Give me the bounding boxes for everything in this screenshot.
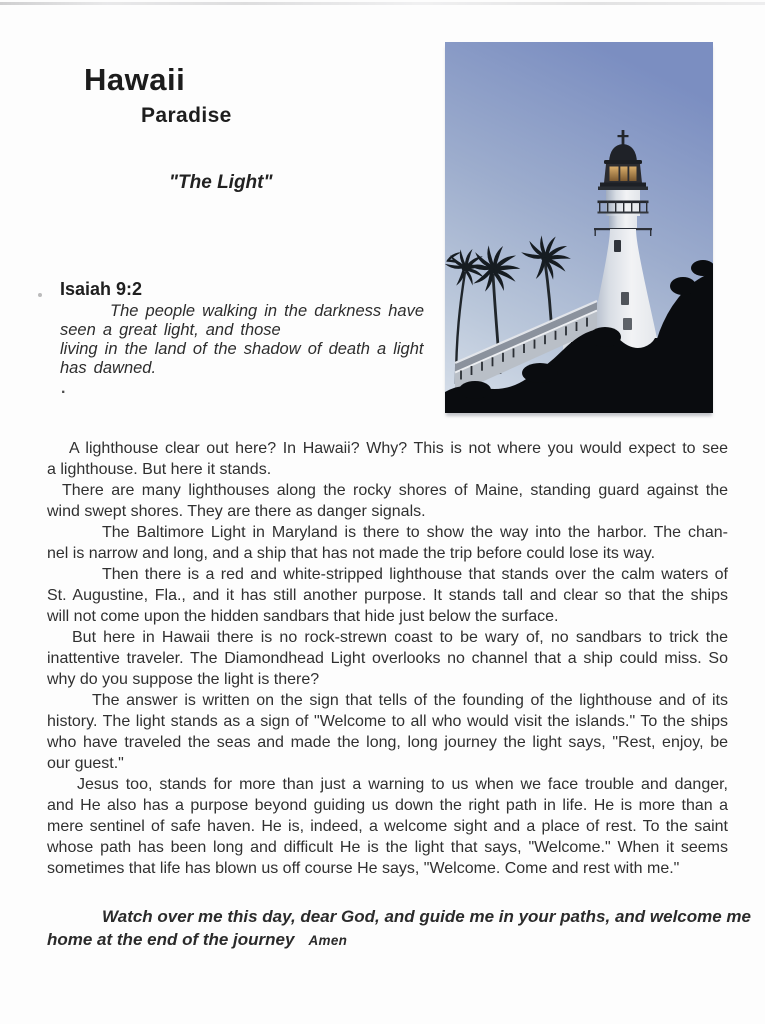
story-title: "The Light" bbox=[169, 172, 273, 193]
body-line: who have traveled the seas and made the long, long journey the light says, "Rest, enjoy, be bbox=[47, 734, 728, 751]
prayer-line: Watch over me this day, dear God, and guide me in your paths, and welcome me bbox=[102, 907, 751, 926]
body-line: A lighthouse clear out here? In Hawaii? Why? This is not where you would expect to see bbox=[69, 440, 728, 457]
scan-edge-artifact bbox=[0, 2, 765, 5]
body-line: St. Augustine, Fla., and it has still another purpose. It stands tall and clear so that the ships bbox=[47, 587, 728, 604]
page-title: Hawaii bbox=[84, 62, 186, 97]
body-line: Jesus too, stands for more than just a warning to us when we face trouble and danger, bbox=[77, 776, 728, 793]
tower-window bbox=[621, 292, 629, 305]
body-line: a lighthouse. But here it stands. bbox=[47, 461, 272, 478]
lantern-glass bbox=[610, 167, 637, 182]
body-line: sometimes that life has blown us off course He says, "Welcome. Come and rest with me." bbox=[47, 860, 680, 877]
body-line: our guest." bbox=[47, 755, 124, 772]
body-line: whose path has been long and difficult He is the light that says, "Welcome." When it seems bbox=[47, 839, 728, 856]
body-line: The answer is written on the sign that tells of the founding of the lighthouse and of its bbox=[92, 692, 728, 709]
lighthouse-photo bbox=[445, 42, 713, 413]
scripture-line: living in the land of the shadow of death a light bbox=[60, 340, 424, 358]
body-line: nel is narrow and long, and a ship that has not made the trip before could lose its way. bbox=[47, 545, 656, 562]
scripture-line: The people walking in the darkness have bbox=[110, 302, 425, 320]
amen-label: Amen bbox=[308, 933, 348, 948]
closing-prayer bbox=[47, 905, 751, 952]
page-subtitle: Paradise bbox=[141, 104, 232, 127]
tower-window bbox=[623, 318, 632, 330]
scripture-quote bbox=[60, 302, 470, 378]
body-line: wind swept shores. They are there as danger signals. bbox=[47, 503, 426, 520]
scripture-reference: Isaiah 9:2 bbox=[60, 279, 143, 299]
lighthouse-photo-art bbox=[445, 42, 713, 413]
prayer-line bbox=[47, 928, 729, 952]
article-body bbox=[47, 438, 728, 879]
stray-period-mark: . bbox=[61, 380, 66, 397]
scripture-line: seen a great light, and those bbox=[60, 321, 281, 339]
body-line: history. The light stands as a sign of "Welcome to all who would visit the islands." To the ships bbox=[47, 713, 728, 730]
prayer-line-text: home at the end of the journey bbox=[47, 930, 295, 949]
body-line: But here in Hawaii there is no rock-strewn coast to be wary of, no sandbars to trick the bbox=[72, 629, 728, 646]
body-line: There are many lighthouses along the rocky shores of Maine, standing guard against the bbox=[62, 482, 728, 499]
scripture-line: has dawned. bbox=[60, 359, 157, 377]
body-line: will not come upon the hidden sandbars that hide just below the surface. bbox=[47, 608, 559, 625]
body-line: mere sentinel of safe haven. He is, indeed, a welcome sight and a place of rest. To the saint bbox=[47, 818, 728, 835]
body-line: why do you suppose the light is there? bbox=[47, 671, 320, 688]
body-line: The Baltimore Light in Maryland is there to show the way into the harbor. The chan- bbox=[102, 524, 728, 541]
scan-speck bbox=[38, 293, 42, 297]
body-line: inattentive traveler. The Diamondhead Light overlooks no channel that a ship could miss. So bbox=[47, 650, 728, 667]
body-line: Then there is a red and white-stripped lighthouse that stands over the calm waters of bbox=[102, 566, 728, 583]
body-line: and He also has a purpose beyond guiding us down the right path in life. He is more than a bbox=[47, 797, 728, 814]
tower-window bbox=[614, 240, 621, 252]
